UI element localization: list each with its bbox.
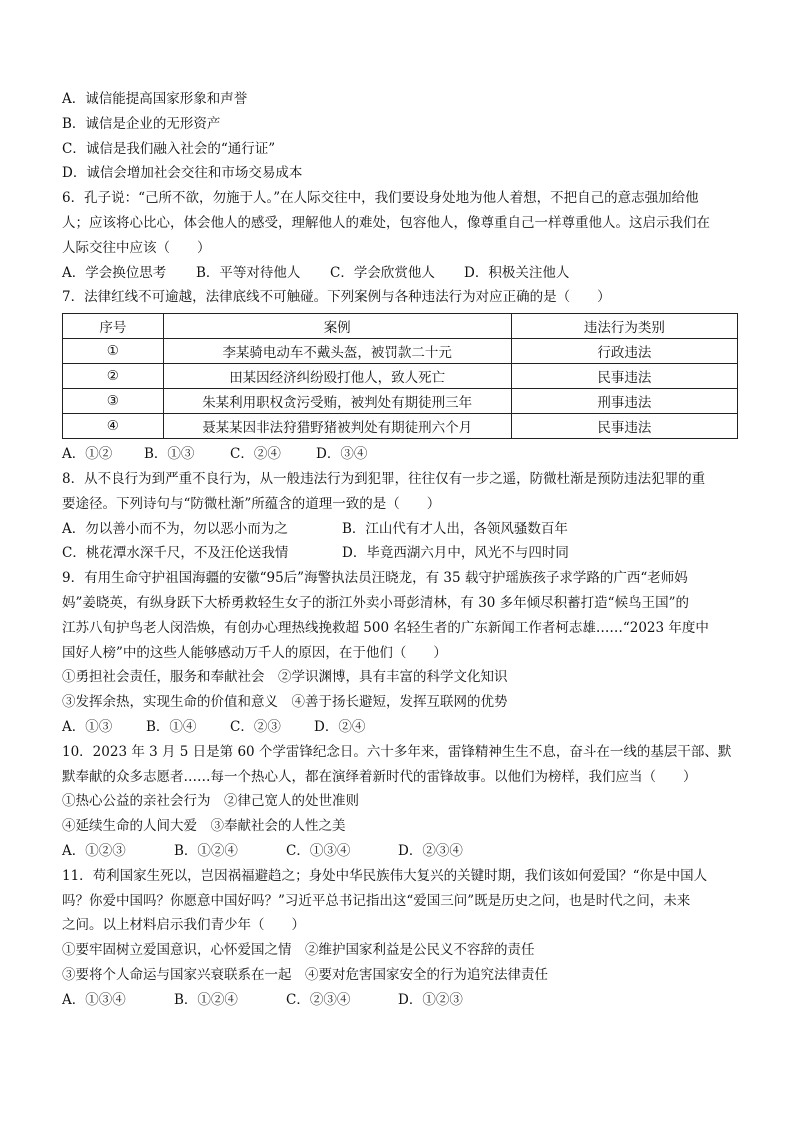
q10-statement: ④延续生命的人间大爱 ③奉献社会的人性之美: [62, 818, 346, 835]
table-cell: 李某骑电动车不戴头盔，被罚款二十元: [163, 339, 511, 364]
q8-options-row2: [62, 544, 738, 562]
q6-stem-line: 人；应该将心比心，体会他人的感受，理解他人的难处，包容他人，像尊重自己一样尊重他人。这启示我们在: [62, 214, 710, 231]
table-cell: ②: [63, 364, 164, 389]
table-header-row: [63, 314, 738, 339]
q10-stem-line: 默奉献的众多志愿者……每一个热心人，都在演绎着新时代的雷锋故事。以他们为榜样，我们应当（ ）: [62, 768, 697, 785]
q6-options: [62, 264, 738, 282]
table-cell: 田某因经济纠纷殴打他人，致人死亡: [163, 364, 511, 389]
q10-option-c: C．①③④: [286, 842, 351, 859]
table-row: [63, 389, 738, 414]
q9-stem-line: 9．有用生命守护祖国海疆的安徽“95后”海警执法员汪晓龙，有 35 载守护瑶族孩子求学路的广西“老师妈: [62, 570, 688, 587]
q11-options: [62, 991, 738, 1009]
q9-option-b: B．①④: [146, 718, 197, 735]
q5-option-b: B．诚信是企业的无形资产: [62, 115, 221, 132]
table-cell: ④: [63, 414, 164, 439]
q11-statement: ③要将个人命运与国家兴衰联系在一起 ④要对危害国家安全的行为追究法律责任: [62, 966, 548, 983]
table-cell: 民事违法: [511, 364, 737, 389]
q5-option-c: C．诚信是我们融入社会的“通行证”: [62, 140, 276, 157]
q5-option-d: D．诚信会增加社会交往和市场交易成本: [62, 165, 303, 182]
q6-option-d: D．积极关注他人: [464, 264, 570, 281]
q10-option-d: D．②③④: [398, 842, 463, 859]
table-cell: 民事违法: [511, 414, 737, 439]
table-header-index: 序号: [63, 314, 164, 339]
q6-option-b: B．平等对待他人: [196, 264, 301, 281]
q11-option-b: B．①②④: [174, 991, 238, 1008]
q7-option-b: B．①③: [144, 446, 195, 463]
q8-option-d: D．毕竟西湖六月中，风光不与四时同: [342, 545, 569, 562]
q8-option-a: A．勿以善小而不为，勿以恶小而为之: [62, 520, 288, 537]
q6-option-a: A．学会换位思考: [62, 264, 167, 281]
table-cell: ③: [63, 389, 164, 414]
table-header-case: 案例: [163, 314, 511, 339]
table-row: [63, 414, 738, 439]
q6-stem-line: 6．孔子说：“己所不欲，勿施于人。”在人际交往中，我们要设身处地为他人着想，不把自己的意志强加给他: [62, 190, 699, 207]
q10-statement: ①热心公益的亲社会行为 ②律己宽人的处世准则: [62, 793, 359, 810]
q11-stem-line: 吗？你爱中国吗？你愿意中国好吗？”习近平总书记指出这“爱国三问”既是历史之问，也是时代之问，未来: [62, 892, 691, 909]
table-cell: 朱某利用职权贪污受贿，被判处有期徒刑三年: [163, 389, 511, 414]
q9-option-a: A．①③: [62, 718, 113, 735]
q7-case-table: [62, 313, 738, 439]
table-cell: 聂某某因非法狩猎野猪被判处有期徒刑六个月: [163, 414, 511, 439]
q10-option-a: A．①②③: [62, 842, 126, 859]
q8-stem-line: 要途径。下列诗句与“防微杜渐”所蕴含的道理一致的是（ ）: [62, 495, 441, 512]
q9-options: [62, 718, 738, 736]
table-cell: 刑事违法: [511, 389, 737, 414]
q11-option-c: C．②③④: [286, 991, 351, 1008]
q7-option-a: A．①②: [62, 446, 113, 463]
q11-stem-line: 之问。以上材料启示我们青少年（ ）: [62, 917, 305, 934]
q9-stem-line: 妈”姜晓英，有纵身跃下大桥勇救轻生女子的浙江外卖小哥彭清林，有 30 多年倾尽积蓄打造“候鸟王国”的: [62, 594, 689, 611]
q10-stem-line: 10．2023 年 3 月 5 日是第 60 个学雷锋纪念日。六十多年来，雷锋精神生生不息，奋斗在一线的基层干部、默: [62, 743, 732, 760]
q11-option-d: D．①②③: [398, 991, 463, 1008]
q9-stem-line: 国好人榜”中的这些人能够感动万千人的原因，在于他们（ ）: [62, 644, 447, 661]
q9-statement: ③发挥余热，实现生命的价值和意义 ④善于扬长避短，发挥互联网的优势: [62, 694, 508, 711]
q9-option-d: D．②④: [314, 718, 366, 735]
q8-stem-line: 8．从不良行为到严重不良行为，从一般违法行为到犯罪，往往仅有一步之遥，防微杜渐是预防违法犯罪的重: [62, 470, 706, 487]
table-row: [63, 364, 738, 389]
q7-option-c: C．②④: [230, 446, 281, 463]
q9-stem-line: 江苏八旬护鸟老人闵浩焕，有创办心理热线挽救超 500 名轻生者的广东新闻工作者柯志雄……“2023 年度中: [62, 619, 709, 636]
q6-stem-line: 人际交往中应该（ ）: [62, 239, 211, 256]
q9-statement: ①勇担社会责任，服务和奉献社会 ②学识渊博，具有丰富的科学文化知识: [62, 669, 508, 686]
q7-stem: 7．法律红线不可逾越，法律底线不可触碰。下列案例与各种违法行为对应正确的是（ ）: [62, 289, 611, 306]
q7-option-d: D．③④: [316, 446, 368, 463]
exam-page: [62, 90, 738, 1016]
q10-options: [62, 842, 738, 860]
q8-options-row1: [62, 520, 738, 538]
table-cell: 行政违法: [511, 339, 737, 364]
q11-option-a: A．①③④: [62, 991, 126, 1008]
q11-stem-line: 11．苟利国家生死以，岂因祸福避趋之；身处中华民族伟大复兴的关键时期，我们该如何爱国？“你是中国人: [62, 867, 708, 884]
q9-option-c: C．②③: [230, 718, 281, 735]
q10-option-b: B．①②④: [174, 842, 238, 859]
q11-statement: ①要牢固树立爱国意识，心怀爱国之情 ②维护国家利益是公民义不容辞的责任: [62, 942, 535, 959]
q8-option-c: C．桃花潭水深千尺，不及汪伦送我情: [62, 545, 289, 562]
table-cell: ①: [63, 339, 164, 364]
q7-options: [62, 445, 738, 463]
q8-option-b: B．江山代有才人出，各领风骚数百年: [342, 520, 568, 537]
table-row: [63, 339, 738, 364]
q6-option-c: C．学会欣赏他人: [330, 264, 435, 281]
table-header-category: 违法行为类别: [511, 314, 737, 339]
q5-option-a: A．诚信能提高国家形象和声誉: [62, 91, 248, 107]
